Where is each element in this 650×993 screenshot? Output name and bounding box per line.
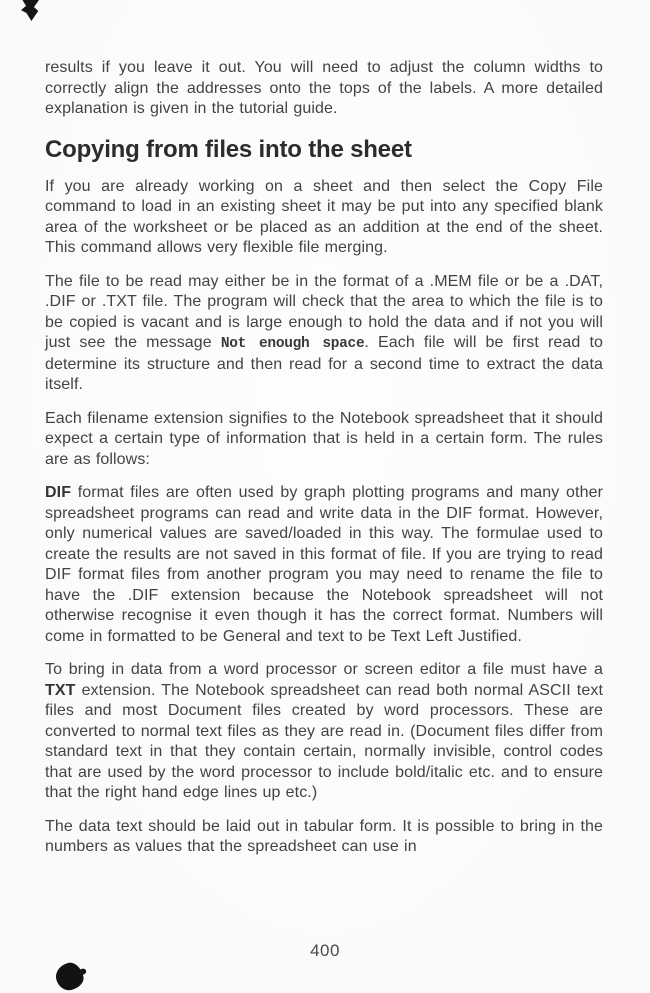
section-heading: Copying from files into the sheet [45, 135, 412, 163]
paragraph [45, 409, 603, 471]
paragraph [45, 483, 603, 647]
text-run: The data text should be laid out in tabular form. It is possible to bring in the numbers as values that the spreadsheet can use in [45, 817, 603, 855]
paragraph [45, 817, 603, 858]
page-content [45, 58, 603, 871]
text-run: . Each file will be first read to determine its structure and then read for a second time to extract the data itself. [45, 334, 604, 393]
inline-bold-text: DIF [45, 484, 72, 501]
article-body [45, 177, 603, 858]
paragraph [45, 177, 603, 259]
text-run: Each filename extension signifies to the Notebook spreadsheet that it should expect a certain type of information that is held in a certain form. The rules are as follows: [45, 409, 603, 468]
text-run: If you are already working on a sheet and then select the Copy File command to load in an existing sheet it may be put into any specified blank area of the worksheet or be placed as an addition at the end of the sheet. This command allows very flexible file merging. [45, 177, 603, 256]
paragraph [45, 660, 603, 804]
text-run: format files are often used by graph plotting programs and many other spreadsheet programs can read and write data in the DIF format. However, only numerical values are saved/loaded in this way. The formulae used to create the results are not saved in this format of file. If you are trying to read DIF format files from another program you may need to rename the file to have the .DIF extension because the Notebook spreadsheet will not otherwise recognise it even though it has the correct format. Numbers will come in formatted to be General and text to be Text Left Justified. [45, 484, 603, 645]
page-number: 400 [310, 941, 340, 960]
scan-artifact-bottom-left [53, 960, 86, 993]
text-run: extension. The Notebook spreadsheet can read both normal ASCII text files and most Document files created by word processors. These are converted to normal text files as they are read in. (Document files differ from standard text in that they contain certain, normally invisible, control codes that are used by the word processor to include bold/italic etc. and to ensure that the right hand edge lines up etc.) [45, 681, 603, 801]
inline-bold-text: TXT [45, 681, 76, 699]
text-run: To bring in data from a word processor or screen editor a file must have a [45, 661, 603, 678]
scan-artifact-top-left [21, 0, 39, 21]
text-run: results if you leave it out. You will need to adjust the column widths to correctly align the addresses onto the tops of the labels. A more detailed explanation is given in the tutorial guide. [45, 59, 603, 117]
intro-paragraph [45, 58, 603, 120]
paragraph [45, 272, 603, 396]
text-run: The file to be read may either be in the format of a .MEM file or be a .DAT, .DIF or .TXT file. The program will check that the area to which the file is to be copied is vacant and is large enough to hold the data and if not you will just see the message [45, 272, 603, 351]
inline-mono-text: Not enough space [220, 336, 365, 352]
